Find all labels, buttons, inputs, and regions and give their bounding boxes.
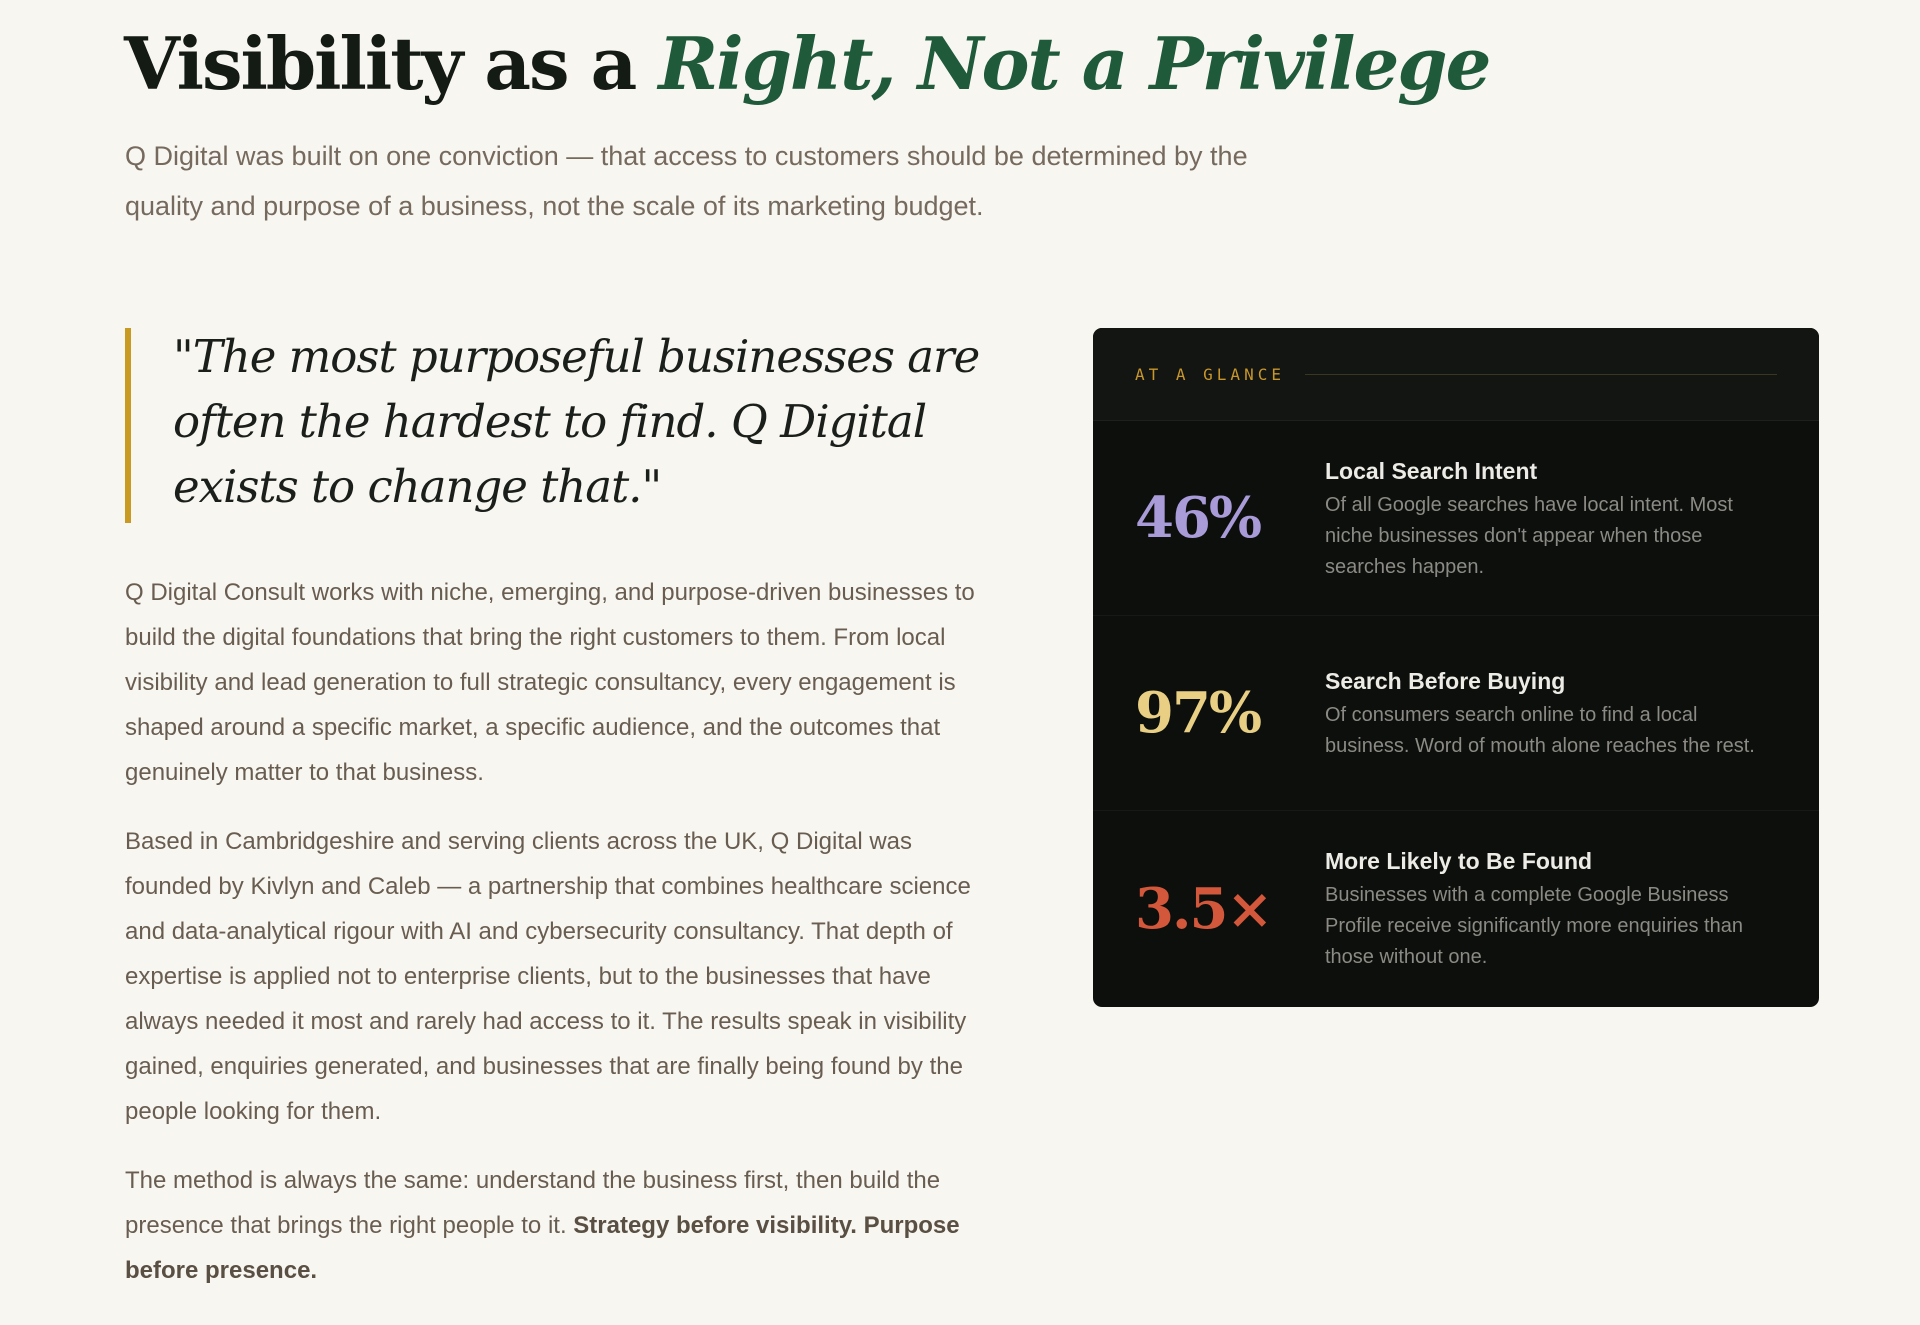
stat-search-before-buying (1093, 616, 1819, 811)
stat-value: 46% (1135, 485, 1261, 551)
stat-info (1325, 421, 1775, 615)
stat-description: Of consumers search online to find a local business. Word of mouth alone reaches the rest. (1325, 704, 1755, 757)
about-paragraph-2: Based in Cambridgeshire and serving clients across the UK, Q Digital was founded by Kivlyn and Caleb — a partnership that combines healthcare science and data-analytical rigour with AI and cybersecurity consultancy. That depth of expertise is applied not to enterprise clients, but to the businesses that have always needed it most and rarely had access to it. The results speak in visibility gained, enquiries generated, and businesses that are finally being found by the people looking for them. (125, 828, 971, 1125)
pull-quote (125, 328, 995, 523)
stat-value: 97% (1135, 680, 1261, 746)
stat-description: Of all Google searches have local intent. Most niche businesses don't appear when those searches happen. (1325, 493, 1733, 578)
about-paragraph-3 (125, 1158, 1005, 1293)
page-title (124, 14, 1489, 114)
stat-title: More Likely to Be Found (1325, 848, 1593, 874)
stat-local-search-intent (1093, 421, 1819, 616)
header-divider (1305, 374, 1777, 375)
page-title-plain: Visibility as a (124, 21, 659, 106)
page-subtitle: Q Digital was built on one conviction — that access to customers should be determined by the quality and purpose of a business, not the scale of its marketing budget. (125, 141, 1248, 221)
about-paragraph-1: Q Digital Consult works with niche, emerging, and purpose-driven businesses to build the digital foundations that bring the right customers to them. From local visibility and lead generation to full strategic consultancy, every engagement is shaped around a specific market, a specific audience, and the outcomes that genuinely matter to that business. (125, 579, 975, 786)
about-paragraph-3-lead: The method is always the same: understand the business first, then build the presence that brings the right people to it. (125, 1167, 941, 1239)
stat-info (1325, 811, 1775, 1006)
at-a-glance-header (1093, 328, 1819, 421)
pull-quote-text: "The most purposeful businesses are often the hardest to find. Q Digital exists to change that." (173, 330, 980, 513)
stat-more-likely-found (1093, 811, 1819, 1006)
stat-description: Businesses with a complete Google Business Profile receive significantly more enquiries than those without one. (1325, 884, 1743, 968)
stat-title: Search Before Buying (1325, 668, 1566, 694)
stat-title: Local Search Intent (1325, 457, 1538, 484)
stat-info (1325, 616, 1775, 810)
at-a-glance-card (1093, 328, 1819, 1007)
about-paragraph-3-emphasis: Strategy before visibility. Purpose before presence. (125, 1212, 960, 1284)
about-body (125, 570, 1005, 1317)
page-title-accent: Right, Not a Privilege (658, 21, 1490, 106)
stat-value: 3.5× (1135, 875, 1272, 942)
at-a-glance-label: AT A GLANCE (1135, 364, 1285, 384)
